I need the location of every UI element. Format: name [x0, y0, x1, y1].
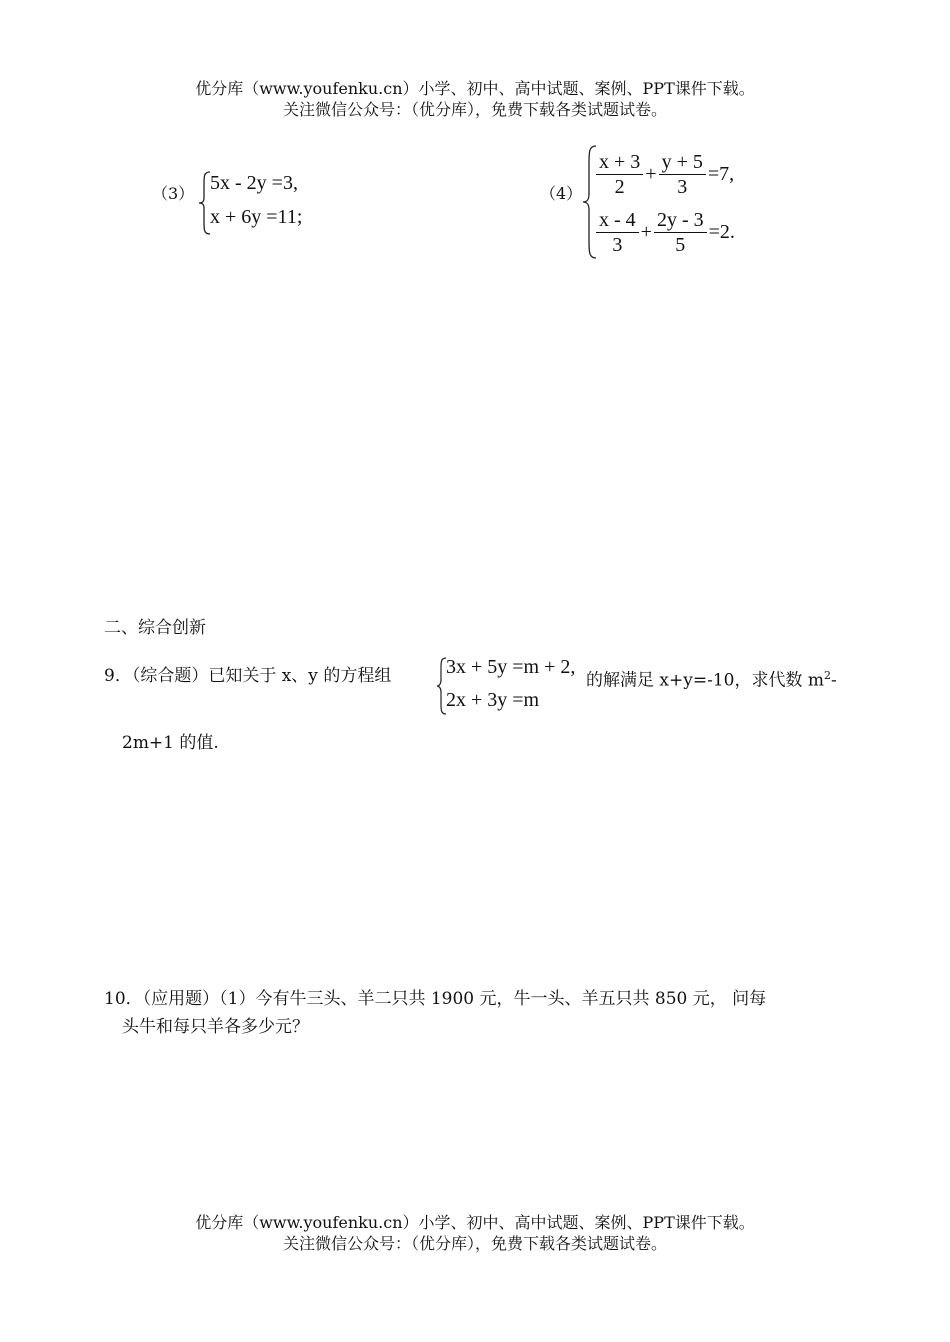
- q10-line-1: 10．（应用题）（1）今有牛三头、羊二只共 1900 元，牛一头、羊五只共 850 元， 问每: [104, 989, 767, 1009]
- plus-sign: +: [640, 220, 652, 243]
- problem-4-label: （4）: [540, 184, 583, 203]
- q9-suffix: [586, 662, 837, 695]
- numerator: x + 3: [596, 150, 643, 175]
- fraction: [654, 208, 707, 257]
- q9-suffix-end: -: [830, 670, 837, 691]
- problem-3-label: （3）: [152, 184, 195, 203]
- numerator: y + 5: [659, 150, 706, 175]
- plus-sign: +: [645, 162, 657, 185]
- numerator: 2y - 3: [654, 208, 707, 233]
- header-line-2: 关注微信公众号：（优分库），免费下载各类试题试卷。: [282, 100, 667, 119]
- fraction: [659, 150, 706, 199]
- q9-line-2: 2m+1 的值.: [122, 733, 219, 753]
- problem-3-equation-1: 5x - 2y =3,: [210, 172, 298, 194]
- q9-equation-1: 3x + 5y =m + 2,: [446, 656, 576, 678]
- denominator: 2: [614, 175, 625, 198]
- problem-3-equation-2: x + 6y =11;: [210, 206, 303, 228]
- q9-suffix-text: 的解满足 x+y=-10，求代数 m: [586, 670, 824, 691]
- problem-4-equation-2: [594, 204, 735, 260]
- header-line-1: 优分库（www.youfenku.cn）小学、初中、高中试题、案例、PPT课件下载。: [195, 79, 755, 98]
- denominator: 3: [612, 233, 623, 256]
- numerator: x - 4: [596, 208, 639, 233]
- rhs: =2.: [708, 220, 735, 243]
- footer-line-2: 关注微信公众号：（优分库），免费下载各类试题试卷。: [282, 1234, 667, 1253]
- rhs: =7,: [707, 162, 735, 185]
- q9-prefix: 9．（综合题）已知关于 x、y 的方程组: [104, 666, 392, 686]
- denominator: 3: [677, 175, 688, 198]
- page-footer: [0, 1212, 950, 1254]
- q9-equation-2: 2x + 3y =m: [446, 689, 540, 711]
- page-header: [0, 78, 950, 120]
- footer-line-1: 优分库（www.youfenku.cn）小学、初中、高中试题、案例、PPT课件下载。: [195, 1213, 755, 1232]
- denominator: 5: [675, 233, 686, 256]
- fraction: [596, 150, 643, 199]
- q10-line-2: 头牛和每只羊各多少元？: [122, 1017, 309, 1037]
- superscript: 2: [823, 669, 831, 682]
- fraction: [596, 208, 639, 257]
- section-title: 二、综合创新: [104, 618, 206, 638]
- problem-4-equation-1: [594, 146, 734, 202]
